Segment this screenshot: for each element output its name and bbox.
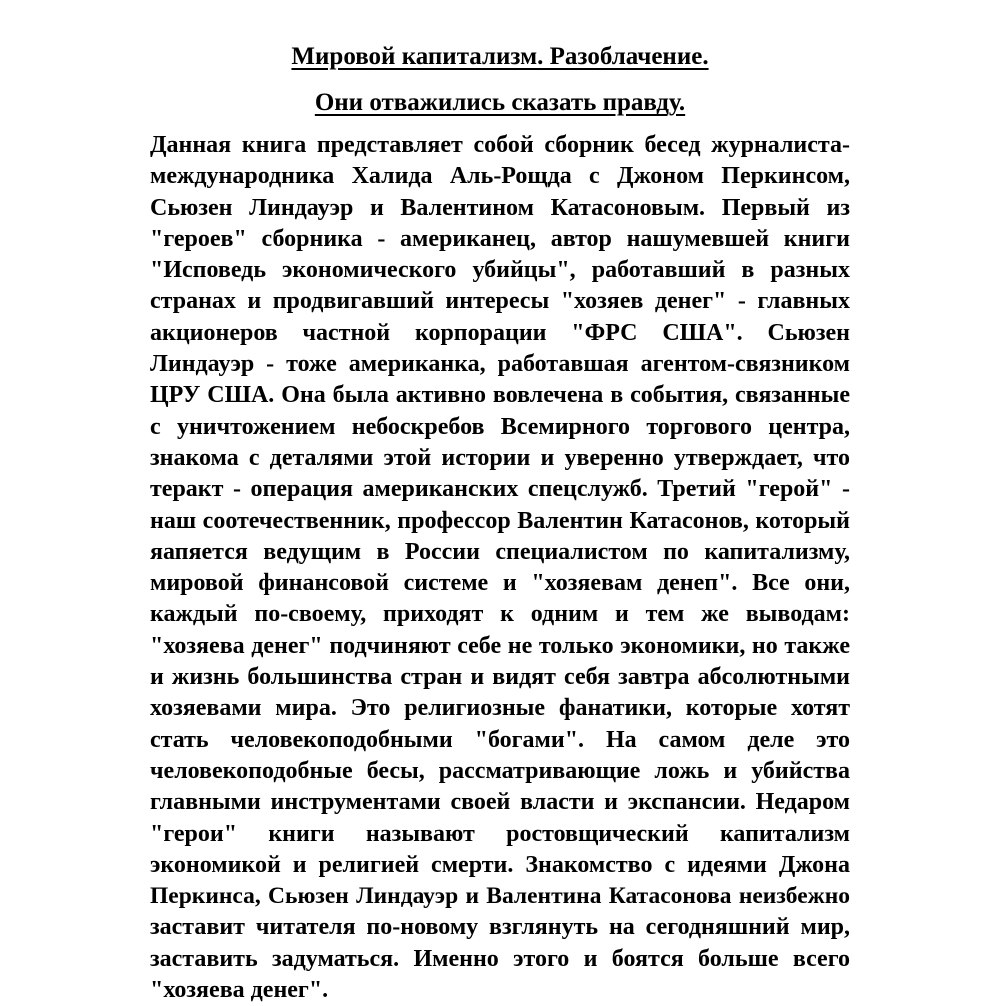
document-subtitle: Они отважились сказать правду. (314, 89, 686, 116)
body-line: каждый по-своему, приходят к одним и тем же выводам: (150, 601, 850, 628)
body-line: теракт - операция американских спецслужб. Третий "герой" - (150, 476, 850, 503)
body-line: заставит читателя по-новому взглянуть на сегодняшний мир, (150, 914, 850, 941)
body-line: заставить задуматься. Именно этого и боятся больше всего (150, 945, 850, 972)
body-line: "герои" книги называют ростовщический капитализм (150, 820, 850, 847)
body-line: ЦРУ США. Она была активно вовлечена в события, связанные (150, 382, 850, 409)
body-line: главными инструментами своей власти и экспансии. Недаром (150, 789, 850, 816)
body-line: Линдауэр - тоже американка, работавшая агентом-связником (150, 351, 850, 378)
body-line: Перкинса, Сьюзен Линдауэр и Валентина Катасонова неизбежно (150, 883, 850, 910)
body-line: стать человекоподобными "богами". На самом деле это (150, 726, 850, 753)
body-line: Данная книга представляет собой сборник бесед журналиста- (150, 132, 850, 158)
body-line: "хозяева денег". (150, 977, 329, 1004)
body-line: знакома с деталями этой истории и уверенно утверждает, что (150, 444, 850, 471)
body-line: человекоподобные бесы, рассматривающие ложь и убийства (150, 757, 850, 784)
body-line: международника Халида Аль-Рощда с Джоном Перкинсом, (150, 163, 850, 190)
body-line: "героев" сборника - американец, автор нашумевшей книги (150, 225, 850, 252)
body-line: странах и продвигавший интересы "хозяев денег" - главных (150, 288, 850, 315)
document-body (150, 130, 850, 1006)
body-line: мировой финансовой системе и "хозяевам денеп". Все они, (150, 570, 850, 597)
body-line: "хозяева денег" подчиняют себе не только экономики, но также (150, 632, 850, 659)
body-line: яапяется ведущим в России специалистом по капитализму, (150, 538, 850, 565)
body-line: акционеров частной корпорации "ФРС США". Сьюзен (150, 319, 850, 346)
body-line: "Исповедь экономического убийцы", работавший в разных (150, 257, 850, 284)
body-line: с уничтожением небоскребов Всемирного торгового центра, (150, 413, 850, 440)
document-title: Мировой капитализм. Разоблачение. (291, 43, 709, 70)
body-line: хозяевами мира. Это религиозные фанатики, которые хотят (150, 695, 850, 722)
body-line: экономикой и религией смерти. Знакомство с идеями Джона (150, 851, 850, 878)
body-line: наш соотечественник, профессор Валентин Катасонов, который (150, 507, 850, 534)
body-line: Сьюзен Линдауэр и Валентином Катасоновым. Первый из (150, 194, 850, 221)
body-line: и жизнь большинства стран и видят себя завтра абсолютными (150, 664, 850, 691)
